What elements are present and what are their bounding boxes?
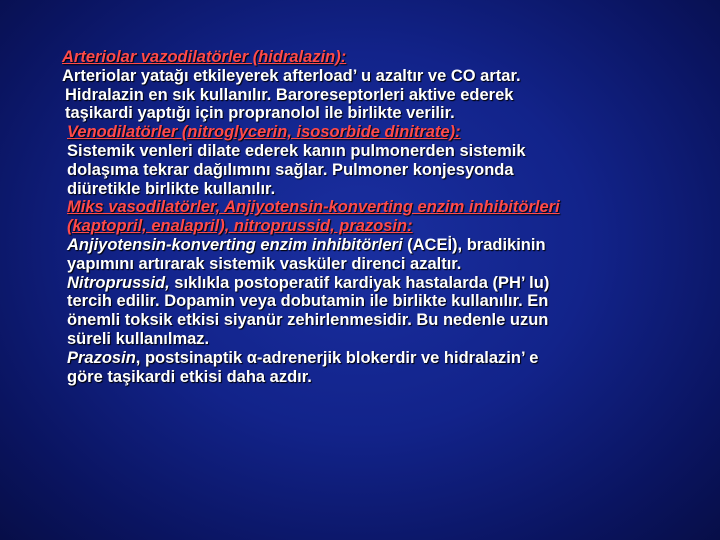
prazosin-paragraph-first-line [62, 349, 682, 368]
body-line: Hidralazin en sık kullanılır. Baroreseptorleri aktive ederek [65, 85, 514, 104]
body-line: önemli toksik etkisi siyanür zehirlenmesidir. Bu nedenle uzun [67, 311, 549, 330]
nitroprussid-lead: Nitroprussid, [67, 273, 170, 292]
body-line: taşikardi yaptığı için propranolol ile birlikte verilir. [65, 104, 455, 123]
body-line: Arteriolar yatağı etkileyerek afterload’ u azaltır ve CO artar. [62, 66, 521, 85]
body-line: Sistemik venleri dilate ederek kanın pulmonerden sistemik [67, 141, 526, 160]
body-line: süreli kullanılmaz. [67, 329, 210, 348]
section-heading-venodilators: Venodilatörler (nitroglycerin, isosorbide dinitrate): [67, 123, 461, 142]
body-line: yapımını artırarak sistemik vasküler direnci azaltır. [67, 254, 462, 273]
body-line: diüretikle birlikte kullanılır. [67, 179, 276, 198]
section-heading-mixed-cont: (kaptopril, enalapril), nitroprussid, prazosin: [67, 217, 413, 236]
section-heading-mixed: Miks vasodilatörler, Anjiyotensin-konverting enzim inhibitörleri [67, 198, 560, 217]
slide-content [62, 48, 682, 386]
body-line: dolaşıma tekrar dağılımını sağlar. Pulmoner konjesyonda [67, 160, 514, 179]
ace-rest: (ACEİ), bradikinin [402, 235, 546, 254]
ace-lead: Anjiyotensin-konverting enzim inhibitörleri [67, 235, 403, 254]
nitroprussid-rest: sıklıkla postoperatif kardiyak hastalarda (PH’ lu) [169, 273, 550, 292]
nitroprussid-paragraph-first-line [62, 274, 682, 293]
ace-paragraph-first-line [62, 236, 682, 255]
prazosin-rest: , postsinaptik α-adrenerjik blokerdir ve hidralazin’ e [135, 348, 539, 367]
section-heading-arteriolar: Arteriolar vazodilatörler (hidralazin): [62, 48, 347, 66]
body-line: göre taşikardi etkisi daha azdır. [67, 367, 312, 386]
body-line: tercih edilir. Dopamin veya dobutamin ile birlikte kullanılır. En [67, 292, 549, 311]
prazosin-lead: Prazosin [67, 348, 136, 367]
